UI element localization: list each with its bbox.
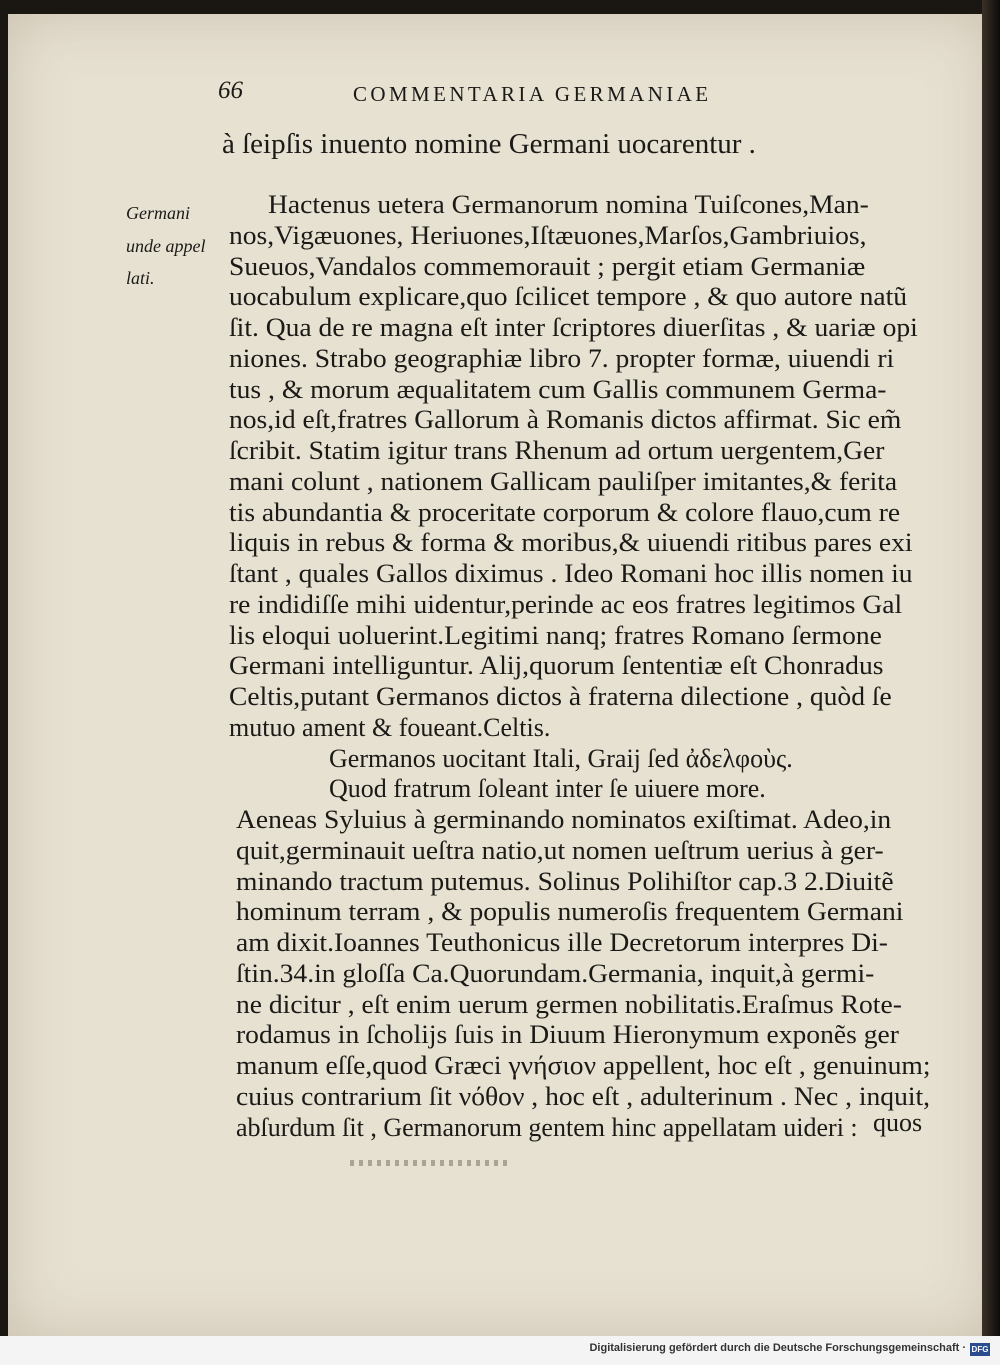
body-line: quit,germinauit ueſtra natio,ut nomen ueſtrum uerius à ger- <box>236 835 884 865</box>
body-line: mutuo ament & foueant.Celtis. <box>229 712 551 742</box>
body-line: Sueuos,Vandalos commemorauit ; pergit etiam Germaniæ <box>229 251 866 281</box>
body-line: nos,id eſt,fratres Gallorum à Romanis dictos affirmat. Sic em̃ <box>229 405 902 435</box>
body-line: niones. Strabo geographiæ libro 7. propter formæ, uiuendi ri <box>229 343 895 373</box>
body-line: manum eſſe,quod Græci γνήσιον appellent, hoc eſt , genuinum; <box>236 1051 931 1080</box>
ink-smudge <box>350 1160 510 1166</box>
body-line: Hactenus uetera Germanorum nomina Tuiſcones,Man- <box>268 190 869 219</box>
dfg-logo: DFG <box>971 1345 989 1354</box>
body-line: tis abundantia & proceritate corporum & colore flauo,cum re <box>229 497 901 527</box>
body-line: hominum terram , & populis numeroſis frequentem Germani <box>236 897 904 927</box>
body-line: ſtin.34.in gloſſa Ca.Quorundam.Germania, inquit,à germi- <box>236 958 875 988</box>
margin-note-line: lati. <box>126 268 155 288</box>
binding-edge <box>982 0 1000 1340</box>
body-line: Celtis,putant Germanos dictos à fraterna dilectione , quòd ſe <box>229 682 892 711</box>
body-line: abſurdum ſit , Germanorum gentem hinc appellatam uideri : <box>236 1112 858 1142</box>
body-line: Germani intelliguntur. Alij,quorum ſententiæ eſt Chonradus <box>229 651 884 681</box>
body-line: Aeneas Syluius à germinando nominatos exiſtimat. Adeo,in <box>236 805 892 834</box>
running-head: COMMENTARIA GERMANIAE <box>353 82 712 106</box>
catchword: quos <box>873 1108 923 1137</box>
margin-note-line: unde appel <box>126 236 206 256</box>
body-line: minando tractum putemus. Solinus Polihiſtor cap.3 2.Diuitẽ <box>236 866 894 896</box>
page-number: 66 <box>218 77 243 104</box>
body-line: cuius contrarium ſit νόθον , hoc eſt , adulterinum . Nec , inquit, <box>236 1081 931 1111</box>
body-line: liquis in rebus & forma & moribus,& uiuendi ritibus pares exi <box>229 528 913 558</box>
body-line: uocabulum explicare,quo ſcilicet tempore , & quo autore natũ <box>229 282 908 312</box>
body-line: tus , & morum æqualitatem cum Gallis communem Germa- <box>229 374 887 404</box>
body-line: lis eloqui uoluerint.Legitimi nanq; fratres Romano ſermone <box>229 620 882 650</box>
body-line: ſtant , quales Gallos diximus . Ideo Romani hoc illis nomen iu <box>229 559 913 588</box>
body-line: Quod fratrum ſoleant inter ſe uiuere more. <box>329 774 766 804</box>
margin-note-line: Germani <box>126 203 190 223</box>
body-line: re indidiſſe mihi uidentur,perinde ac eos fratres legitimos Gal <box>229 589 903 619</box>
body-line: nos,Vigæuones, Heriuones,Iſtæuones,Marſos,Gambriuios, <box>229 220 867 250</box>
body-line: Germanos uocitant Itali, Graij ſed ἀδελφοὺς. <box>329 743 793 773</box>
footer-credit: Digitalisierung gefördert durch die Deutsche Forschungsgemeinschaft · <box>589 1342 966 1354</box>
body-line: ſit. Qua de re magna eſt inter ſcriptores diuerſitas , & uariæ opi <box>229 313 918 342</box>
body-line: am dixit.Ioannes Teuthonicus ille Decretorum interpres Di- <box>236 928 888 957</box>
carryover-line: à ſeipſis inuento nomine Germani uocarentur . <box>222 128 756 160</box>
body-line: mani colunt , nationem Gallicam pauliſper imitantes,& ferita <box>229 466 898 496</box>
body-line: rodamus in ſcholijs ſuis in Diuum Hieronymum exponẽs ger <box>236 1020 899 1050</box>
body-line: ne dicitur , eſt enim uerum germen nobilitatis.Eraſmus Rote- <box>236 989 902 1019</box>
body-line: ſcribit. Statim igitur trans Rhenum ad ortum uergentem,Ger <box>229 436 885 465</box>
